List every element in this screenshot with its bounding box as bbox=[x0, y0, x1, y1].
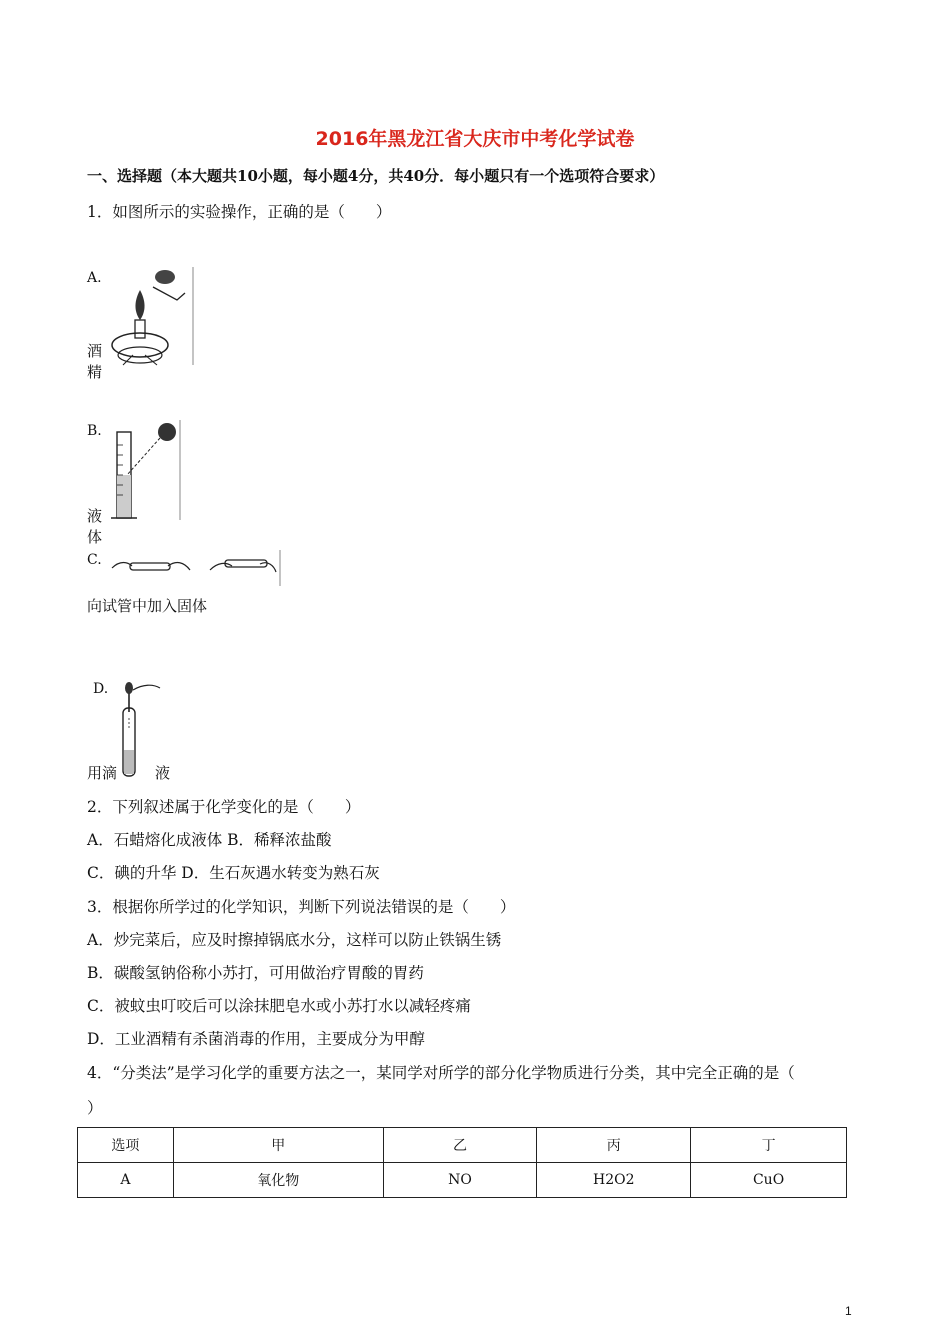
q1-option-d-caption-tail: 液 bbox=[155, 764, 171, 782]
q1-option-c-caption: 向试管中加入固体 bbox=[87, 597, 208, 615]
question-4-stem-end: ） bbox=[87, 1099, 103, 1117]
q1-option-a-letter: A. bbox=[87, 270, 102, 286]
table-header-cell: 甲 bbox=[173, 1128, 383, 1163]
question-3-stem: 3．根据你所学过的化学知识，判断下列说法错误的是（ ） bbox=[87, 898, 516, 916]
question-1-stem: 1．如图所示的实验操作，正确的是（ ） bbox=[87, 203, 392, 221]
table-header-cell: 乙 bbox=[383, 1128, 537, 1163]
classification-table bbox=[77, 1127, 847, 1198]
table-header-cell: 选项 bbox=[78, 1128, 174, 1163]
table-header-cell: 丙 bbox=[537, 1128, 691, 1163]
table-cell: A bbox=[78, 1163, 174, 1198]
question-3-option-c: C．被蚊虫叮咬后可以涂抹肥皂水或小苏打水以减轻疼痛 bbox=[87, 997, 471, 1015]
table-cell: CuO bbox=[691, 1163, 847, 1198]
table-header-row bbox=[78, 1128, 847, 1163]
q1-option-d-letter: D. bbox=[93, 681, 109, 697]
q1-option-d-caption: 用滴 bbox=[87, 764, 118, 782]
q1-option-b-letter: B. bbox=[87, 423, 102, 439]
test-tube-solid-figure bbox=[110, 548, 282, 588]
table-cell: 氧化物 bbox=[173, 1163, 383, 1198]
table-row bbox=[78, 1163, 847, 1198]
section-heading: 一、选择题（本大题共10小题，每小题4分，共40分．每小题只有一个选项符合要求） bbox=[87, 167, 665, 185]
table-cell: NO bbox=[383, 1163, 537, 1198]
question-3-option-a: A．炒完菜后，应及时擦掉锅底水分，这样可以防止铁锅生锈 bbox=[87, 931, 502, 949]
alcohol-lamp-figure bbox=[105, 265, 200, 370]
page-title: 2016年黑龙江省大庆市中考化学试卷 bbox=[315, 128, 635, 150]
q1-option-a-caption: 酒精 bbox=[87, 340, 105, 382]
question-3-option-d: D．工业酒精有杀菌消毒的作用，主要成分为甲醇 bbox=[87, 1030, 425, 1048]
question-2-stem: 2．下列叙述属于化学变化的是（ ） bbox=[87, 798, 361, 816]
page-number: 1 bbox=[845, 1304, 852, 1318]
question-3-option-b: B．碳酸氢钠俗称小苏打，可用做治疗胃酸的胃药 bbox=[87, 964, 424, 982]
question-4-stem: 4．“分类法”是学习化学的重要方法之一，某同学对所学的部分化学物质进行分类，其中完全正确的是（ bbox=[87, 1064, 795, 1082]
question-2-options-line1: A．石蜡熔化成液体 B．稀释浓盐酸 bbox=[87, 831, 332, 849]
measuring-cylinder-figure bbox=[105, 420, 185, 525]
q1-option-c-letter: C. bbox=[87, 552, 102, 568]
question-2-options-line2: C．碘的升华 D．生石灰遇水转变为熟石灰 bbox=[87, 864, 380, 882]
table-header-cell: 丁 bbox=[691, 1128, 847, 1163]
q1-option-b-caption: 液体 bbox=[87, 507, 103, 546]
table-cell: H2O2 bbox=[537, 1163, 691, 1198]
